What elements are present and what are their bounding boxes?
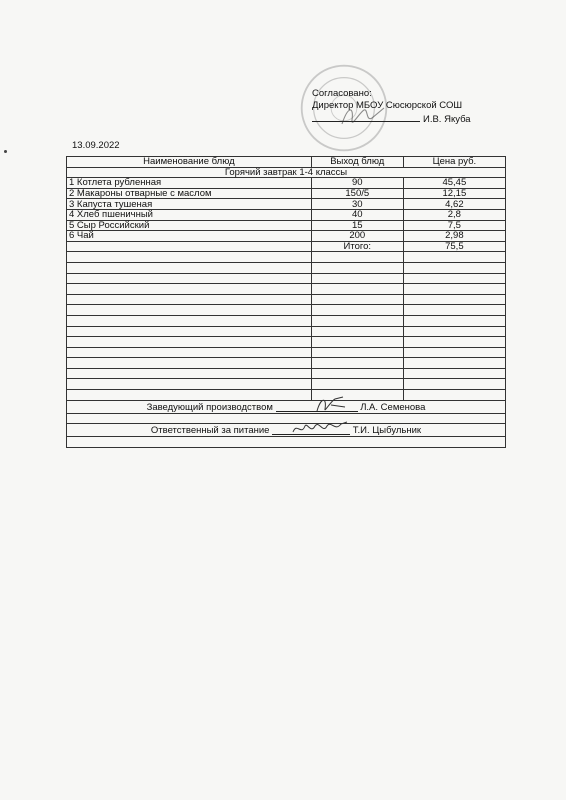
dish-name: 3 Капуста тушеная	[67, 199, 312, 210]
total-label: Итого:	[311, 241, 403, 252]
dish-name: 5 Сыр Российский	[67, 220, 312, 231]
dish-yield: 30	[311, 199, 403, 210]
dish-name: 2 Макароны отварные с маслом	[67, 188, 312, 199]
total-value: 75,5	[403, 241, 505, 252]
empty-row	[67, 315, 506, 326]
manager-signature-line	[276, 402, 358, 412]
empty-row	[67, 305, 506, 316]
header-dish-name: Наименование блюд	[67, 157, 312, 168]
responsible-signature-line	[272, 425, 350, 435]
responsible-label: Ответственный за питание	[150, 425, 270, 437]
dish-yield: 200	[311, 231, 403, 242]
empty-row	[67, 437, 506, 448]
responsible-signature-cell	[67, 424, 506, 437]
table-row	[67, 199, 506, 210]
approval-signature-row	[312, 112, 471, 126]
empty-cell	[67, 241, 312, 252]
approval-position: Директор МБОУ Сюсюрской СОШ	[312, 100, 463, 111]
dish-name: 4 Хлеб пшеничный	[67, 209, 312, 220]
dish-price: 2,98	[403, 231, 505, 242]
header-yield: Выход блюд	[311, 157, 403, 168]
empty-row	[67, 252, 506, 263]
dish-name: 1 Котлета рубленная	[67, 178, 312, 189]
table-row	[67, 220, 506, 231]
dish-name: 6 Чай	[67, 231, 312, 242]
empty-row	[67, 273, 506, 284]
empty-row	[67, 379, 506, 390]
director-signature	[338, 102, 388, 132]
manager-name: Л.А. Семенова	[360, 401, 426, 413]
empty-row	[67, 262, 506, 273]
dish-yield: 40	[311, 209, 403, 220]
manager-signature-cell	[67, 400, 506, 413]
empty-row	[67, 413, 506, 424]
responsible-signature-row	[67, 424, 506, 437]
empty-row	[67, 368, 506, 379]
dish-price: 7,5	[403, 220, 505, 231]
dish-price: 4,62	[403, 199, 505, 210]
header-price: Цена руб.	[403, 157, 505, 168]
empty-row	[67, 347, 506, 358]
dish-price: 12,15	[403, 188, 505, 199]
dish-yield: 90	[311, 178, 403, 189]
dish-yield: 15	[311, 220, 403, 231]
section-title: Горячий завтрак 1-4 классы	[67, 167, 506, 178]
scan-mark	[4, 150, 7, 153]
table-row	[67, 231, 506, 242]
empty-row	[67, 284, 506, 295]
table-row	[67, 209, 506, 220]
dish-price: 2,8	[403, 209, 505, 220]
approval-block	[312, 88, 471, 126]
table-header-row	[67, 157, 506, 168]
empty-row	[67, 337, 506, 348]
empty-row	[67, 358, 506, 369]
dish-yield: 150/5	[311, 188, 403, 199]
responsible-name: Т.И. Цыбульник	[352, 425, 422, 437]
table-row	[67, 178, 506, 189]
document-date: 13.09.2022	[72, 140, 120, 151]
menu-table	[66, 156, 506, 448]
approval-title: Согласовано:	[312, 88, 372, 99]
empty-row	[67, 326, 506, 337]
table-row	[67, 188, 506, 199]
director-name: И.В. Якуба	[423, 114, 471, 125]
dish-price: 45,45	[403, 178, 505, 189]
manager-label: Заведующий производством	[146, 401, 273, 413]
manager-signature-row	[67, 400, 506, 413]
empty-row	[67, 294, 506, 305]
empty-row	[67, 390, 506, 401]
total-row	[67, 241, 506, 252]
section-row	[67, 167, 506, 178]
